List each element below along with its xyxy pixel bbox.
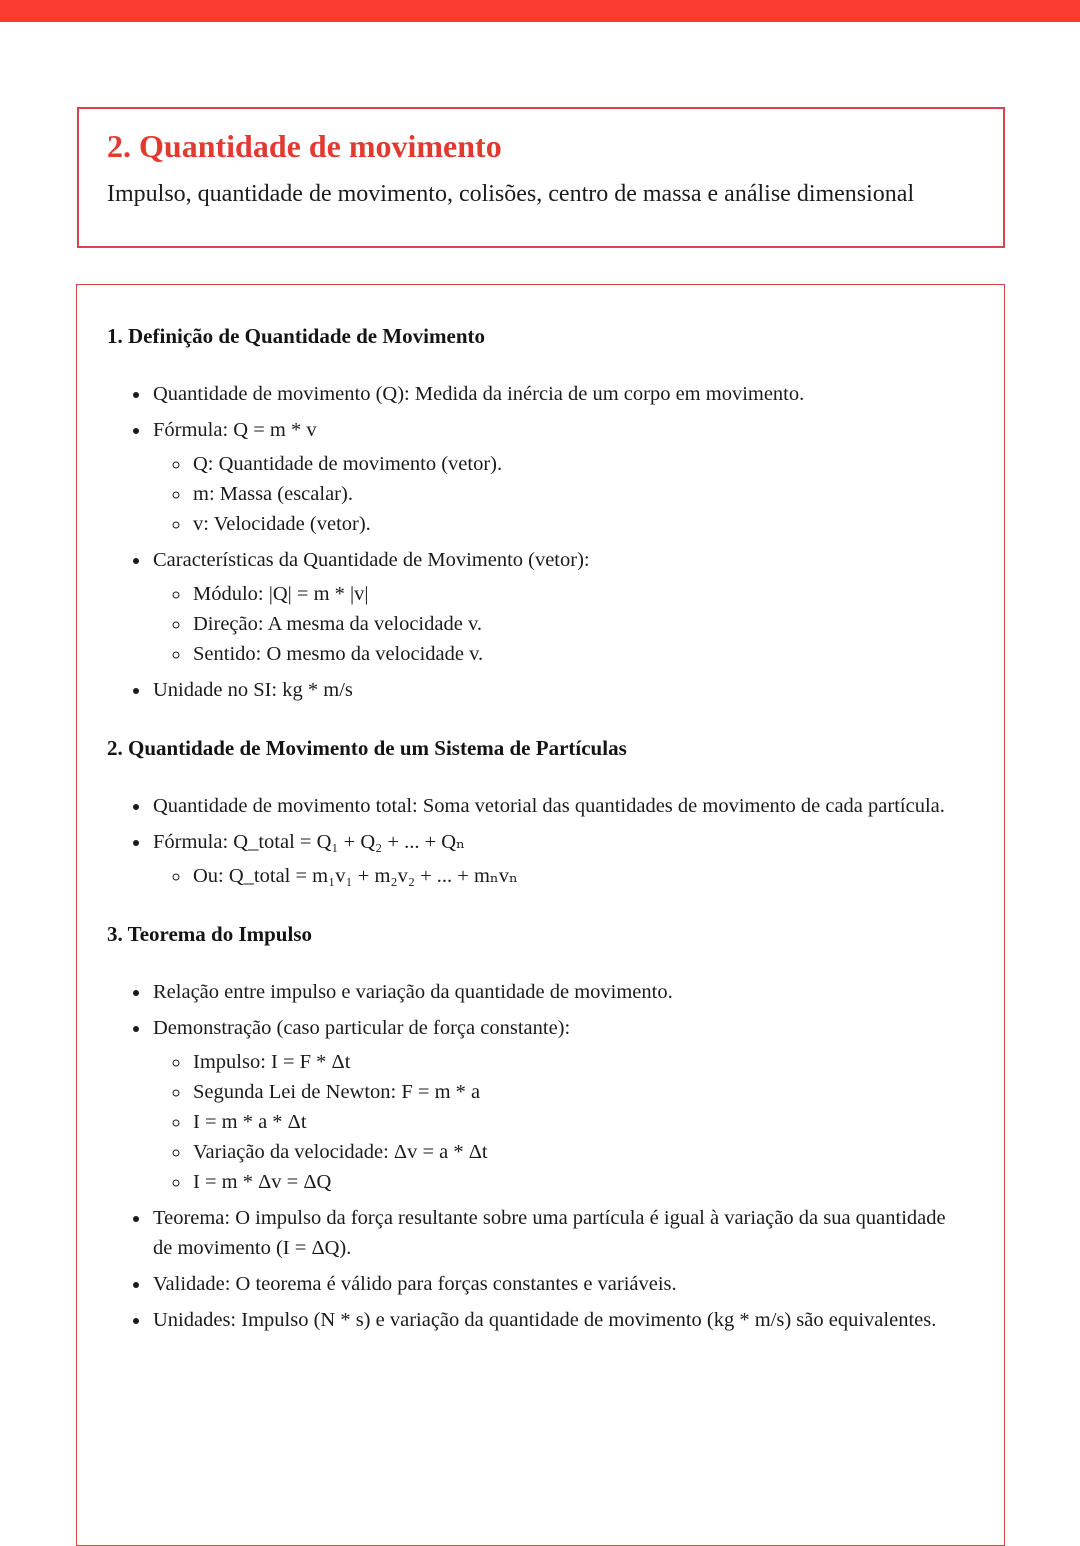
list-item	[151, 1269, 970, 1299]
sub-list-item	[191, 639, 970, 669]
sub-list-item-text: Variação da velocidade: Δv = a * Δt	[193, 1141, 488, 1163]
list-item	[151, 1305, 970, 1335]
sub-list-item	[191, 509, 970, 539]
sub-bullet-list	[153, 579, 970, 669]
list-item	[151, 827, 970, 891]
sub-list-item	[191, 1137, 970, 1167]
sub-list-item-text: Direção: A mesma da velocidade v.	[193, 613, 482, 635]
list-item-text: Características da Quantidade de Movimento (vetor):	[153, 549, 590, 571]
top-accent-bar	[0, 0, 1080, 22]
list-item-text: Fórmula: Q = m * v	[153, 419, 317, 441]
sub-bullet-list	[153, 861, 970, 891]
chapter-subtitle: Impulso, quantidade de movimento, colisões, centro de massa e análise dimensional	[107, 181, 915, 207]
list-item-text: Demonstração (caso particular de força constante):	[153, 1017, 571, 1039]
sub-list-item	[191, 449, 970, 479]
sub-list-item-text: I = m * a * Δt	[193, 1111, 307, 1133]
section-teorema-impulso	[107, 919, 970, 1335]
list-item	[151, 791, 970, 821]
section-heading: 1. Definição de Quantidade de Movimento	[107, 324, 485, 348]
sub-list-item	[191, 1167, 970, 1197]
bullet-list	[107, 977, 970, 1335]
list-item	[151, 1013, 970, 1197]
list-item	[151, 379, 970, 409]
list-item	[151, 1203, 970, 1263]
list-item	[151, 977, 970, 1007]
sub-list-item-text: Impulso: I = F * Δt	[193, 1051, 351, 1073]
sub-list-item-text: Módulo: |Q| = m * |v|	[193, 583, 369, 605]
list-item	[151, 545, 970, 669]
list-item-text: Teorema: O impulso da força resultante sobre uma partícula é igual à variação da sua quantidade de movimento (I = ΔQ).	[153, 1207, 946, 1259]
list-item-text: Quantidade de movimento (Q): Medida da inércia de um corpo em movimento.	[153, 383, 805, 405]
section-heading: 2. Quantidade de Movimento de um Sistema de Partículas	[107, 736, 627, 760]
sub-list-item	[191, 579, 970, 609]
sub-list-item-text: Q: Quantidade de movimento (vetor).	[193, 453, 503, 475]
sub-list-item-text: Segunda Lei de Newton: F = m * a	[193, 1081, 481, 1103]
notes-card	[76, 284, 1005, 1546]
sub-list-item-text: m: Massa (escalar).	[193, 483, 353, 505]
sub-list-item-text: Ou: Q_total = m₁v₁ + m₂v₂ + ... + mₙvₙ	[193, 865, 518, 887]
sub-list-item	[191, 1107, 970, 1137]
sub-list-item	[191, 479, 970, 509]
sub-list-item-text: I = m * Δv = ΔQ	[193, 1171, 332, 1193]
chapter-title-card	[77, 107, 1005, 248]
list-item	[151, 675, 970, 705]
sub-list-item	[191, 1077, 970, 1107]
list-item-text: Validade: O teorema é válido para forças constantes e variáveis.	[153, 1273, 677, 1295]
chapter-title: 2. Quantidade de movimento	[107, 128, 502, 164]
sub-list-item-text: v: Velocidade (vetor).	[193, 513, 371, 535]
sub-list-item	[191, 609, 970, 639]
section-definicao	[107, 321, 970, 705]
sub-list-item	[191, 861, 970, 891]
sub-bullet-list	[153, 1047, 970, 1197]
list-item-text: Relação entre impulso e variação da quantidade de movimento.	[153, 981, 673, 1003]
sub-list-item	[191, 1047, 970, 1077]
list-item-text: Unidades: Impulso (N * s) e variação da quantidade de movimento (kg * m/s) são equivalentes.	[153, 1309, 937, 1331]
sub-bullet-list	[153, 449, 970, 539]
bullet-list	[107, 379, 970, 705]
section-heading: 3. Teorema do Impulso	[107, 922, 312, 946]
bullet-list	[107, 791, 970, 891]
section-sistema-particulas	[107, 733, 970, 891]
list-item	[151, 415, 970, 539]
list-item-text: Unidade no SI: kg * m/s	[153, 679, 353, 701]
list-item-text: Quantidade de movimento total: Soma vetorial das quantidades de movimento de cada partícula.	[153, 795, 945, 817]
sub-list-item-text: Sentido: O mesmo da velocidade v.	[193, 643, 484, 665]
list-item-text: Fórmula: Q_total = Q₁ + Q₂ + ... + Qₙ	[153, 831, 465, 853]
